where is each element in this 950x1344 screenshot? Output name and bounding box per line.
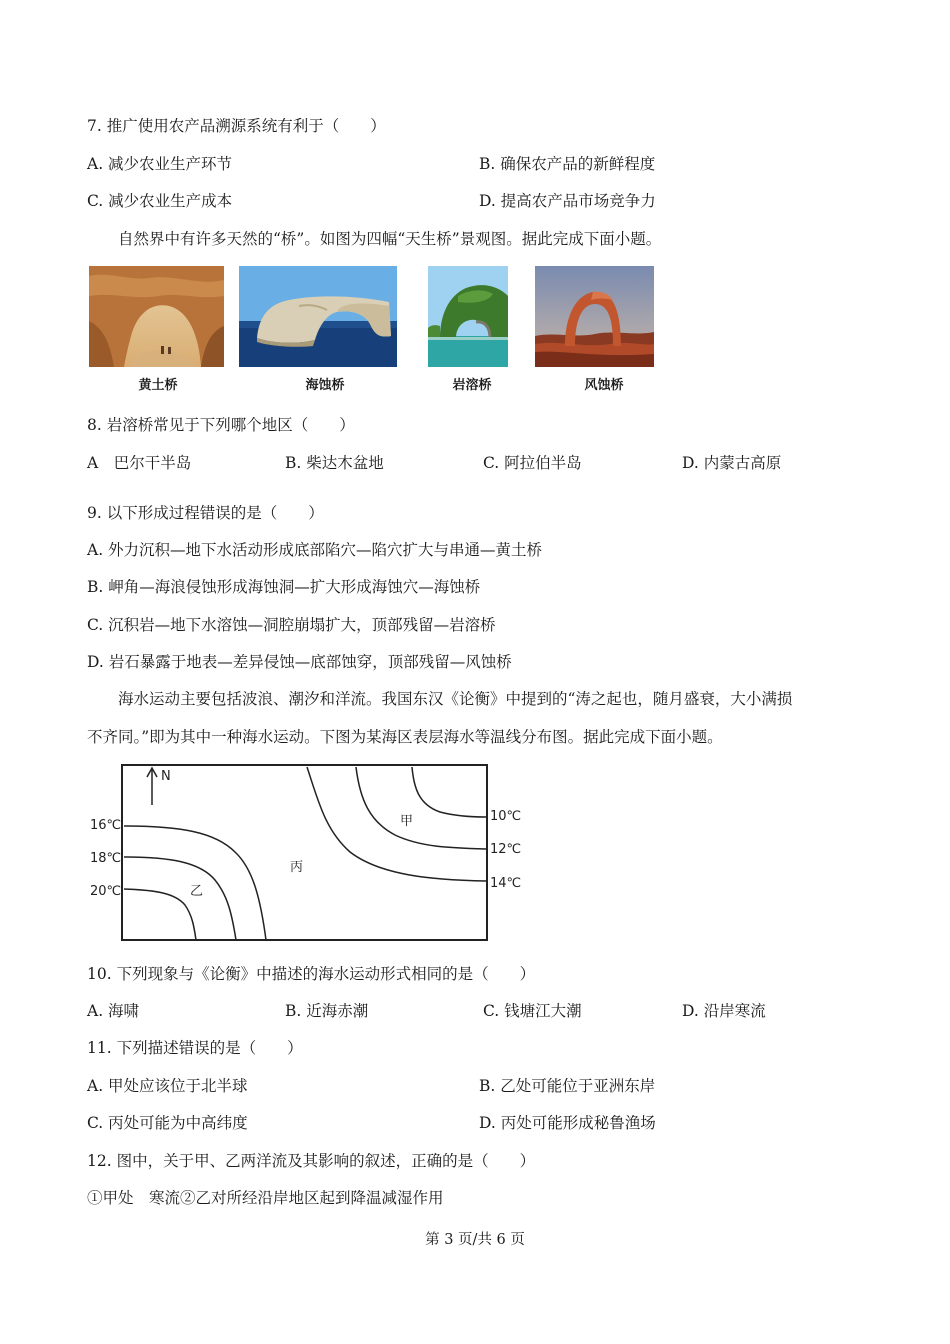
isotherm-18 [124, 857, 236, 940]
q9-option-c: C. 沉积岩—地下水溶蚀—洞腔崩塌扩大，顶部残留—岩溶桥 [87, 616, 496, 634]
q11-option-a: A. 甲处应该位于北半球 [87, 1077, 248, 1095]
page-footer: 第 3 页/共 6 页 [425, 1232, 525, 1248]
q9-stem: 9. 以下形成过程错误的是（ ） [87, 504, 324, 522]
q11-option-d: D. 丙处可能形成秘鲁渔场 [479, 1114, 656, 1132]
label-jia: 甲 [400, 814, 414, 829]
isotherm-14 [307, 767, 486, 881]
q11-option-c: C. 丙处可能为中高纬度 [87, 1114, 248, 1132]
q10-option-d: D. 沿岸寒流 [682, 1002, 766, 1020]
q7-stem: 7. 推广使用农产品溯源系统有利于（ ） [87, 117, 386, 135]
q7-option-d: D. 提高农产品市场竞争力 [479, 192, 656, 210]
label-16: 16℃ [90, 818, 122, 833]
label-10: 10℃ [490, 809, 522, 824]
q12-option-1: ①甲处 寒流②乙对所经沿岸地区起到降温减湿作用 [87, 1189, 444, 1207]
q9-option-b: B. 岬角—海浪侵蚀形成海蚀洞—扩大形成海蚀穴—海蚀桥 [87, 578, 481, 596]
isotherm-12 [356, 767, 486, 849]
q10-option-a: A. 海啸 [87, 1002, 140, 1020]
label-14: 14℃ [490, 876, 522, 891]
caption-loess-bridge: 黄土桥 [138, 378, 178, 393]
q8-option-a: A 巴尔干半岛 [87, 454, 192, 472]
q12-stem: 12. 图中，关于甲、乙两洋流及其影响的叙述，正确的是（ ） [87, 1152, 536, 1170]
bridges-intro: 自然界中有许多天然的“桥”。如图为四幅“天生桥”景观图。据此完成下面小题。 [118, 230, 662, 248]
q7-option-b: B. 确保农产品的新鲜程度 [479, 155, 656, 173]
q7-option-a: A. 减少农业生产环节 [87, 155, 233, 173]
q10-option-c: C. 钱塘江大潮 [483, 1002, 582, 1020]
label-20: 20℃ [90, 884, 122, 899]
isotherm-16 [124, 826, 266, 940]
caption-sea-arch: 海蚀桥 [305, 378, 345, 393]
q8-option-c: C. 阿拉伯半岛 [483, 454, 582, 472]
label-18: 18℃ [90, 851, 122, 866]
caption-wind-arch: 风蚀桥 [584, 378, 624, 393]
q10-option-b: B. 近海赤潮 [285, 1002, 369, 1020]
q11-option-b: B. 乙处可能位于亚洲东岸 [479, 1077, 656, 1095]
label-yi: 乙 [190, 884, 204, 899]
isotherm-20 [124, 889, 196, 940]
q8-stem: 8. 岩溶桥常见于下列哪个地区（ ） [87, 416, 355, 434]
isotherm-10 [412, 767, 486, 817]
q8-option-b: B. 柴达木盆地 [285, 454, 384, 472]
q9-option-d: D. 岩石暴露于地表—差异侵蚀—底部蚀穿，顶部残留—风蚀桥 [87, 653, 512, 671]
q8-option-d: D. 内蒙古高原 [682, 454, 782, 472]
north-label: N [161, 769, 171, 784]
q9-option-a: A. 外力沉积—地下水活动形成底部陷穴—陷穴扩大与串通—黄土桥 [87, 541, 543, 559]
label-12: 12℃ [490, 842, 522, 857]
label-bing: 丙 [290, 860, 304, 875]
ocean-intro-line1: 海水运动主要包括波浪、潮汐和洋流。我国东汉《论衡》中提到的“涛之起也，随月盛衰，大小满损 [118, 690, 793, 708]
q7-option-c: C. 减少农业生产成本 [87, 192, 233, 210]
caption-karst-bridge: 岩溶桥 [452, 378, 492, 393]
q11-stem: 11. 下列描述错误的是（ ） [87, 1039, 303, 1057]
q10-stem: 10. 下列现象与《论衡》中描述的海水运动形式相同的是（ ） [87, 965, 536, 983]
map-frame [122, 765, 487, 940]
ocean-intro-line2: 不齐同。”即为其中一种海水运动。下图为某海区表层海水等温线分布图。据此完成下面小题。 [87, 728, 723, 746]
